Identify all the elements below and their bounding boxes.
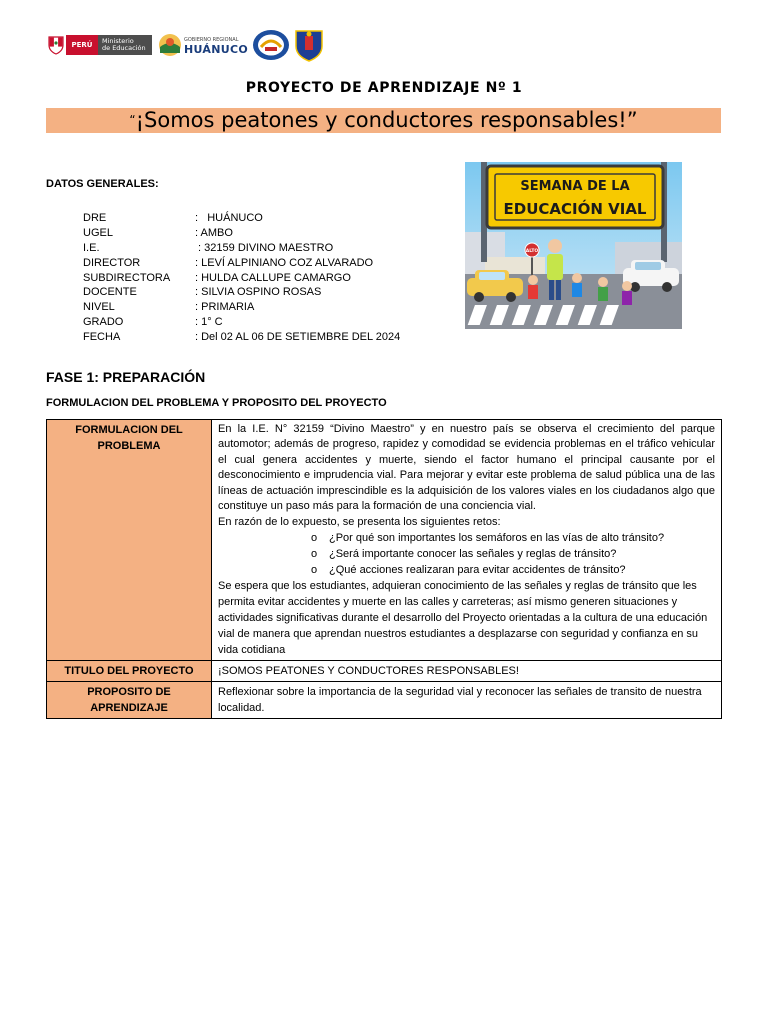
datos-key: FECHA	[83, 331, 121, 344]
school-crest-icon	[294, 28, 324, 62]
titulo-label: TITULO DEL PROYECTO	[47, 661, 212, 682]
ministerio-line-2: de Educación	[102, 44, 146, 52]
retos-intro: En razón de lo expuesto, se presenta los siguientes retos:	[218, 516, 501, 529]
datos-value: : SILVIA OSPINO ROSAS	[195, 286, 322, 299]
datos-key: SUBDIRECTORA	[83, 271, 171, 284]
ministerio-label	[98, 35, 152, 55]
reto-text: ¿Será importante conocer las señales y reglas de tránsito?	[329, 548, 617, 561]
formulacion-content	[212, 420, 722, 661]
datos-key: DOCENTE	[83, 286, 137, 299]
header-logos	[46, 28, 324, 62]
banner-text: ¡Somos peatones y conductores responsables!”	[135, 108, 638, 132]
datos-key: GRADO	[83, 316, 124, 329]
datos-row-nivel	[83, 300, 400, 315]
reto-text: ¿Por qué son importantes los semáforos en las vías de alto tránsito?	[329, 532, 665, 545]
huanuco-label: HUÁNUCO	[184, 43, 248, 56]
minedu-logo	[46, 35, 152, 55]
list-item	[218, 546, 715, 562]
datos-value: : AMBO	[195, 226, 233, 239]
datos-value: : HUÁNUCO	[195, 212, 263, 224]
table-row	[47, 661, 722, 682]
fase-heading: FASE 1: PREPARACIÓN	[46, 369, 206, 385]
datos-generales-heading: DATOS GENERALES:	[46, 178, 159, 190]
proposito-value: Reflexionar sobre la importancia de la seguridad vial y reconocer las señales de transito de nuestra localidad.	[212, 682, 722, 719]
peru-shield-icon	[46, 35, 66, 55]
datos-value: : Del 02 AL 06 DE SETIEMBRE DEL 2024	[195, 331, 401, 344]
ugel-seal-icon	[252, 29, 290, 61]
datos-row-director	[83, 256, 400, 271]
datos-value: : LEVÍ ALPINIANO COZ ALVARADO	[195, 256, 374, 269]
datos-row-subdirectora	[83, 271, 400, 286]
datos-row-dre	[83, 211, 400, 226]
gobierno-regional-label: GOBIERNO REGIONAL	[184, 37, 239, 43]
peru-label: PERÚ	[66, 35, 98, 55]
reto-text: ¿Qué acciones realizaran para evitar accidentes de tránsito?	[329, 564, 626, 577]
datos-row-ie	[83, 241, 400, 256]
project-banner	[46, 108, 721, 133]
datos-row-grado	[83, 315, 400, 330]
huanuco-emblem-icon	[158, 33, 182, 57]
datos-value: : PRIMARIA	[195, 301, 255, 314]
project-table	[46, 419, 722, 719]
datos-key: NIVEL	[83, 301, 115, 314]
retos-list	[218, 530, 715, 578]
datos-generales-list	[83, 211, 400, 345]
datos-row-docente	[83, 285, 400, 300]
formulacion-label: FORMULACION DEL PROBLEMA	[47, 420, 212, 661]
proposito-label: PROPOSITO DE APRENDIZAJE	[47, 682, 212, 719]
datos-value: : HULDA CALLUPE CAMARGO	[195, 271, 351, 284]
banner-quote-open: “	[129, 113, 136, 127]
table-row	[47, 420, 722, 661]
formulacion-closing: Se espera que los estudiantes, adquieran conocimiento de las señales y reglas de tránsito que les permita evitar accidentes y muerte en las calles y carreteras; así mismo generen situaciones y actividades significativas durante el desarrollo del Proyecto orientadas a la cultura de una educación vial de manera que aprendan nuestros estudiantes a desplazarse con seguridad y confianza en su vida cotidiana	[218, 580, 708, 657]
datos-key: DRE	[83, 212, 107, 224]
bullet: o	[311, 564, 318, 577]
formulacion-subheading: FORMULACION DEL PROBLEMA Y PROPOSITO DEL PROYECTO	[46, 397, 387, 409]
ministerio-line-1: Ministerio	[102, 37, 134, 45]
list-item	[218, 562, 715, 578]
bullet: o	[311, 532, 318, 545]
formulacion-paragraph: En la I.E. N° 32159 “Divino Maestro” y en nuestro país se observa el crecimiento del parque automotor; además de progreso, rapidez y comodidad se evidencia problemas en el tráfico vehicular el cual genera accidentes y muerte, siendo el factor humano el principal causante por el desconocimiento e imprudencia vial. Para mejorar y evitar este problema de salud pública una de las líneas de actuación imprescindible es la adquisición de los valores viales en los ciudadanos algo que constituye un paso más para la formación de una conciencia vial.	[218, 423, 715, 513]
stop-sign-text: ALTO	[525, 249, 539, 254]
datos-row-ugel	[83, 226, 400, 241]
datos-value: : 1° C	[195, 316, 223, 329]
bullet: o	[311, 548, 318, 561]
document-title: PROYECTO DE APRENDIZAJE Nº 1	[245, 80, 523, 96]
titulo-value: ¡SOMOS PEATONES Y CONDUCTORES RESPONSABLES!	[212, 661, 722, 682]
datos-row-fecha	[83, 330, 400, 345]
datos-key: I.E.	[83, 241, 100, 254]
illustration-line-1: SEMANA DE LA	[520, 179, 630, 194]
list-item	[218, 530, 715, 546]
illustration-line-2: EDUCACIÓN VIAL	[503, 200, 647, 218]
educacion-vial-illustration	[465, 162, 682, 329]
datos-value: : 32159 DIVINO MAESTRO	[195, 241, 334, 254]
datos-key: DIRECTOR	[83, 256, 141, 269]
gobierno-regional-logo	[158, 33, 248, 57]
table-row	[47, 682, 722, 719]
datos-key: UGEL	[83, 226, 113, 239]
